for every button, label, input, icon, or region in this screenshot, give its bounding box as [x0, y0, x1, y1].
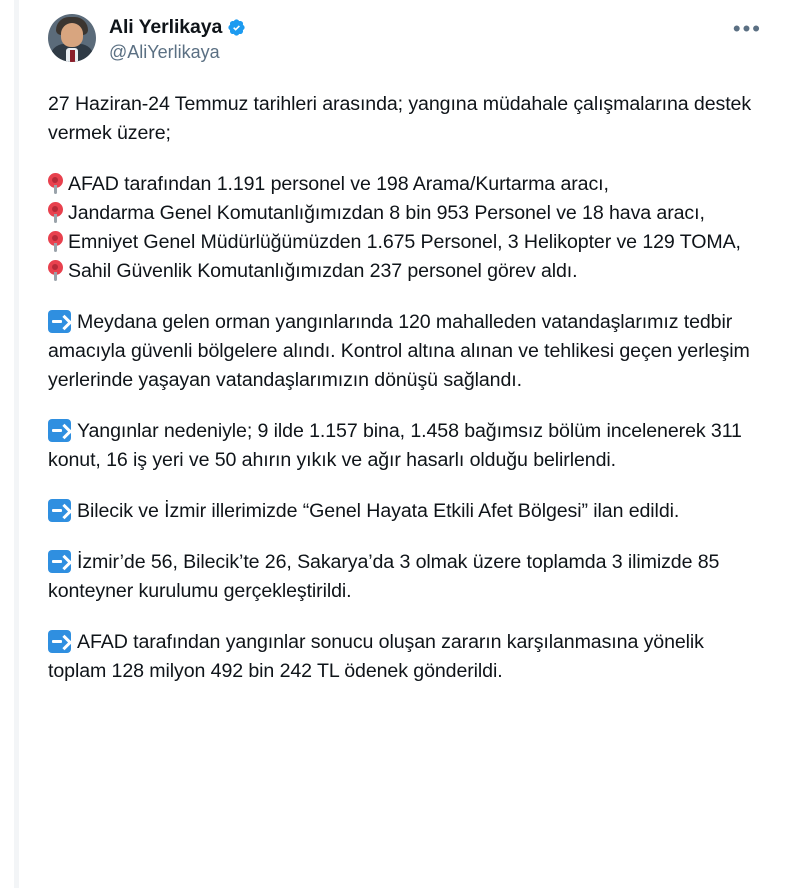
right-arrow-icon	[48, 499, 71, 522]
tweet-paragraph-funding	[48, 628, 752, 686]
pin-icon	[48, 260, 63, 281]
tweet-line-text: Emniyet Genel Müdürlüğümüzden 1.675 Personel, 3 Helikopter ve 129 TOMA,	[68, 231, 741, 253]
tweet-line-text: AFAD tarafından yangınlar sonucu oluşan zararın karşılanmasına yönelik toplam 128 milyon 492 bin 242 TL ödenek gönderildi.	[48, 631, 704, 682]
tweet-line-text: Sahil Güvenlik Komutanlığımızdan 237 personel görev aldı.	[68, 260, 578, 282]
tweet-line-text: Jandarma Genel Komutanlığımızdan 8 bin 953 Personel ve 18 hava aracı,	[68, 202, 705, 224]
tweet-line	[48, 257, 752, 286]
tweet-line	[48, 170, 752, 199]
pin-icon	[48, 173, 63, 194]
tweet-line-text: AFAD tarafından 1.191 personel ve 198 Arama/Kurtarma aracı,	[68, 173, 609, 195]
right-arrow-icon	[48, 630, 71, 653]
verified-badge-icon	[227, 18, 246, 37]
right-arrow-icon	[48, 310, 71, 333]
display-name-row	[109, 15, 246, 39]
more-options-icon[interactable]: •••	[732, 16, 762, 41]
right-arrow-icon	[48, 419, 71, 442]
avatar-tie	[70, 50, 75, 62]
tweet-line-text: Yangınlar nedeniyle; 9 ilde 1.157 bina, 1.458 bağımsız bölüm incelenerek 311 konut, 16 iş yeri ve 50 ahırın yıkık ve ağır hasarlı olduğu belirlendi.	[48, 420, 742, 471]
account-names	[109, 15, 246, 64]
display-name[interactable]: Ali Yerlikaya	[109, 16, 223, 38]
tweet-line: 27 Haziran-24 Temmuz tarihleri arasında; yangına müdahale çalışmalarına destek vermek üzere;	[48, 93, 752, 144]
right-arrow-icon	[48, 550, 71, 573]
tweet-line-text: Bilecik ve İzmir illerimizde “Genel Hayata Etkili Afet Bölgesi” ilan edildi.	[77, 500, 680, 522]
tweet-paragraph-containers	[48, 548, 752, 606]
tweet-line-text: İzmir’de 56, Bilecik’te 26, Sakarya’da 3 olmak üzere toplamda 3 ilimizde 85 konteyner kurulumu gerçekleştirildi.	[48, 551, 720, 602]
avatar-face	[61, 23, 83, 47]
pin-icon	[48, 231, 63, 252]
left-rail-decoration	[14, 0, 19, 888]
tweet-text	[22, 90, 770, 686]
tweet-paragraph-damage	[48, 417, 752, 475]
pin-icon	[48, 202, 63, 223]
avatar[interactable]	[48, 14, 96, 62]
account-handle[interactable]: @AliYerlikaya	[109, 42, 220, 63]
tweet-line	[48, 199, 752, 228]
tweet-line	[48, 228, 752, 257]
tweet-paragraph-disaster-zone	[48, 497, 752, 526]
tweet-paragraph-intro	[48, 90, 752, 148]
tweet-line-text: Meydana gelen orman yangınlarında 120 mahalleden vatandaşlarımız tedbir amacıyla güvenli bölgelere alındı. Kontrol altına alınan ve tehlikesi geçen yerleşim yerlerinde yaşayan vatandaşlarımızın dönüşü sağlandı.	[48, 311, 750, 391]
tweet-header	[22, 14, 770, 76]
tweet-paragraph-evacuation	[48, 308, 752, 395]
tweet-paragraph-resources	[48, 170, 752, 286]
